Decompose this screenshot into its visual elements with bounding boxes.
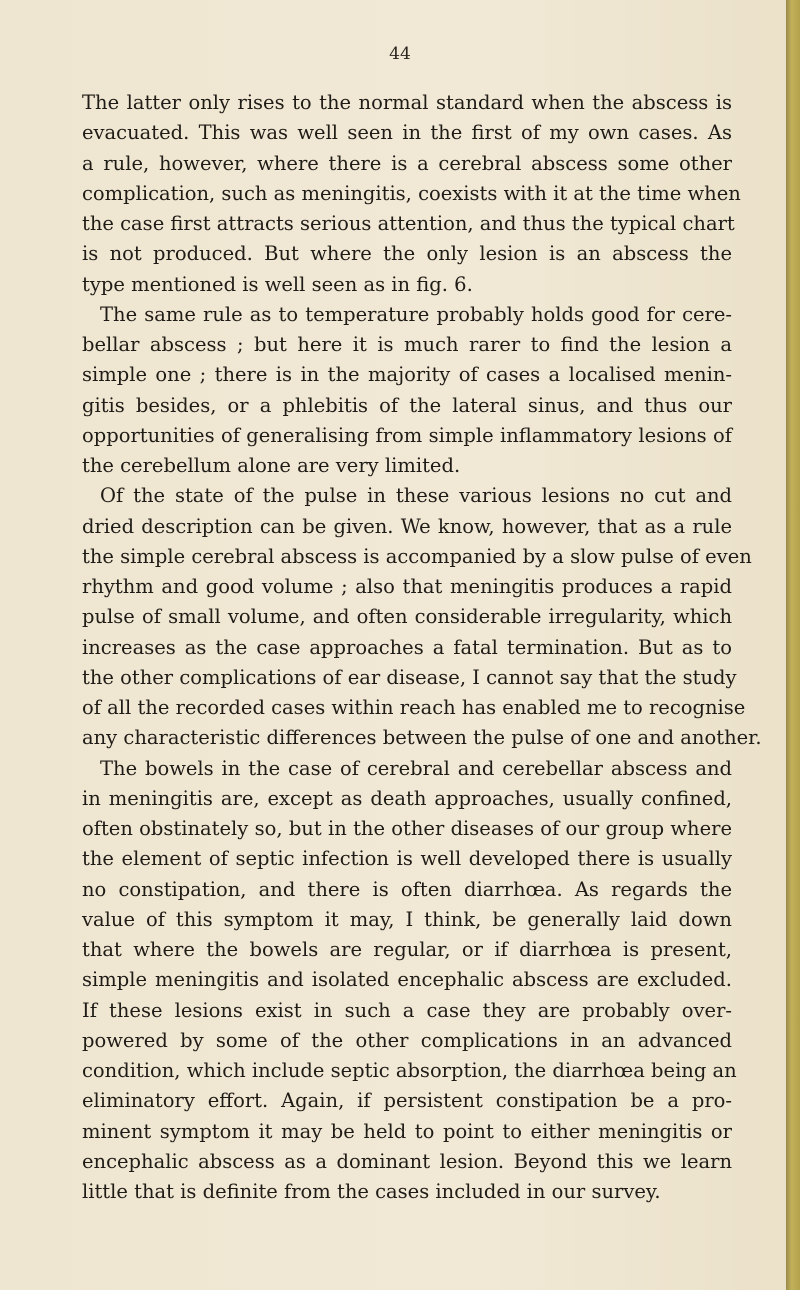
text-line: The latter only rises to the normal standard when the abscess is (82, 91, 732, 114)
page-edge (786, 0, 800, 1290)
page-number: 44 (389, 44, 411, 64)
text-line: If these lesions exist in such a case they are probably over- (82, 998, 732, 1022)
text-line: the other complications of ear disease, I cannot say that the study (82, 665, 737, 689)
text-line: in meningitis are, except as death approaches, usually confined, (82, 786, 732, 810)
text-line: increases as the case approaches a fatal termination. But as to (82, 635, 732, 659)
text-line: powered by some of the other complications in an advanced (82, 1028, 732, 1052)
text-line: eliminatory effort. Again, if persistent constipation be a pro- (82, 1089, 732, 1113)
text-line: that where the bowels are regular, or if diarrhœa is present, (82, 938, 732, 961)
text-line: no constipation, and there is often diarrhœa. As regards the (82, 877, 732, 901)
text-line: condition, which include septic absorption, the diarrhœa being an (82, 1059, 737, 1082)
text-line: rhythm and good volume ; also that meningitis produces a rapid (82, 575, 732, 598)
text-line: is not produced. But where the only lesion is an abscess the (82, 242, 732, 266)
text-line: The bowels in the case of cerebral and cerebellar abscess and (100, 756, 732, 780)
text-line: the cerebellum alone are very limited. (82, 454, 461, 477)
text-line: evacuated. This was well seen in the first of my own cases. As (82, 121, 732, 145)
text-line: Of the state of the pulse in these various lesions no cut and (100, 484, 732, 508)
text-line: the case first attracts serious attention, and thus the typical chart (82, 212, 735, 235)
text-line: pulse of small volume, and often considerable irregularity, which (82, 605, 732, 629)
text-line: of all the recorded cases within reach has enabled me to recognise (82, 696, 746, 719)
text-line: complication, such as meningitis, coexists with it at the time when (82, 181, 741, 205)
text-line: minent symptom it may be held to point to either meningitis or (82, 1119, 732, 1143)
text-line: gitis besides, or a phlebitis of the lateral sinus, and thus our (82, 393, 732, 417)
text-line: The same rule as to temperature probably holds good for cere- (100, 302, 732, 326)
text-line: a rule, however, where there is a cerebral abscess some other (82, 151, 732, 175)
text-line: type mentioned is well seen as in fig. 6. (82, 272, 473, 296)
text-line: simple one ; there is in the majority of cases a localised menin- (82, 363, 732, 387)
text-line: dried description can be given. We know, however, that as a rule (82, 514, 732, 538)
text-line: value of this symptom it may, I think, be generally laid down (82, 907, 732, 931)
text-line: encephalic abscess as a dominant lesion. Beyond this we learn (82, 1149, 732, 1173)
text-line: the element of septic infection is well developed there is usually (82, 847, 732, 871)
text-line: any characteristic differences between the pulse of one and another. (82, 726, 762, 750)
text-line: little that is definite from the cases included in our survey. (82, 1180, 661, 1203)
text-line: bellar abscess ; but here it is much rarer to find the lesion a (82, 333, 732, 356)
text-line: opportunities of generalising from simple inflammatory lesions of (82, 423, 732, 447)
text-line: simple meningitis and isolated encephalic abscess are excluded. (82, 968, 732, 992)
text-line: often obstinately so, but in the other diseases of our group where (82, 817, 732, 840)
body-text (82, 88, 762, 1207)
text-line: the simple cerebral abscess is accompanied by a slow pulse of even (82, 544, 752, 568)
